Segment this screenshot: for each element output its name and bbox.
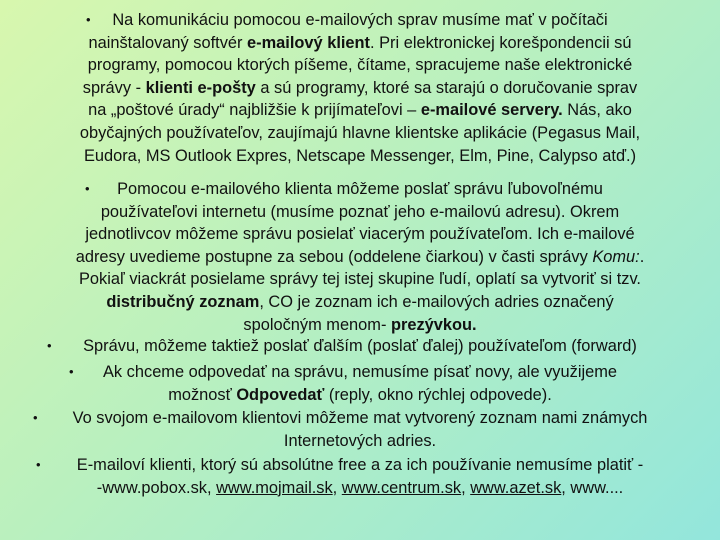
text-run: Vo svojom e-mailovom klientovi môžeme mat vytvorený zoznam nami známych (72, 409, 648, 427)
text-line (0, 335, 720, 358)
text-run: Pokiaľ viackrát posielame správy tej istej skupine ľudí, oplatí sa vytvoriť si tzv. (79, 270, 641, 289)
text-run: Internetových adries. (283, 431, 437, 450)
text-run: , (332, 478, 342, 497)
text-line (0, 268, 720, 291)
text-line (0, 178, 720, 201)
text-run: Ak chceme odpovedať na správu, nemusíme písať novy, ale využijeme (103, 363, 617, 381)
text-run: na „poštové úrady“ najbližšie k prijímateľovi – (88, 101, 421, 120)
text-run: správy - (82, 78, 146, 97)
bullet-dot-6: • (36, 457, 41, 472)
bullet-dot-1: • (86, 12, 91, 27)
text-run: . (639, 247, 645, 266)
bold-term: e-mailový klient (247, 33, 371, 52)
text-run: spoločným menom- (243, 315, 391, 334)
bullet-2 (0, 178, 720, 336)
text-run: adresy uvedieme postupne za sebou (oddelene čiarkou) v časti správy (75, 247, 593, 266)
text-run: Správu, môžeme taktiež poslať ďalším (poslať ďalej) používateľom (forward) (83, 337, 637, 355)
bullet-5 (0, 407, 720, 452)
text-line (0, 314, 720, 337)
text-line (0, 54, 720, 77)
text-run: E-mailoví klienti, ktorý sú absolútne free a za ich používanie nemusíme platiť - (76, 456, 644, 474)
text-run: Pomocou e-mailového klienta môžeme poslať správu ľubovoľnému (117, 180, 603, 198)
text-line (0, 407, 720, 430)
text-run: Eudora, MS Outlook Expres, Netscape Messenger, Elm, Pine, Calypso atď.) (83, 146, 637, 165)
link[interactable]: www.centrum.sk (341, 478, 462, 497)
bullet-4 (0, 361, 720, 406)
link[interactable]: www.mojmail.sk (216, 478, 333, 497)
text-run: jednotlivcov môžeme správu posielať viacerým používateľom. Ich e-mailové (85, 225, 635, 244)
text-line (0, 201, 720, 224)
italic-term: Komu: (592, 247, 640, 266)
bullet-dot-4: • (69, 364, 74, 379)
text-line (0, 77, 720, 100)
text-line (0, 246, 720, 269)
bold-term: e-mailové servery. (420, 101, 563, 120)
text-line (0, 477, 720, 500)
bullet-3 (0, 335, 720, 358)
bullet-dot-3: • (47, 338, 52, 353)
text-line (0, 361, 720, 384)
bold-term: distribučný zoznam (106, 292, 260, 311)
bullet-dot-2: • (85, 181, 90, 196)
text-line (0, 32, 720, 55)
text-line (0, 9, 720, 32)
link[interactable]: www.azet.sk (470, 478, 562, 497)
text-line (0, 384, 720, 407)
bold-term: Odpovedať (236, 385, 325, 404)
bold-term: klienti e-pošty (145, 78, 256, 97)
text-run: používateľovi internetu (musíme poznať jeho e-mailovú adresu). Okrem (100, 202, 620, 221)
bullet-1 (0, 9, 720, 167)
text-line (0, 291, 720, 314)
text-run: programy, pomocou ktorých píšeme, čítame, spracujeme naše elektronické (87, 56, 633, 75)
text-run: Nás, ako (562, 101, 632, 120)
text-run: a sú programy, ktoré sa starajú o doručovanie sprav (255, 78, 638, 97)
text-run: -www.pobox.sk, (96, 478, 217, 497)
text-run: Na komunikáciu pomocou e-mailových sprav musíme mať v počítači (112, 11, 608, 29)
text-run: , (461, 478, 471, 497)
text-line (0, 454, 720, 477)
bold-term: prezývkou. (390, 315, 477, 334)
text-run: . Pri elektronickej korešpondencii sú (370, 33, 632, 52)
text-run: možnosť (168, 385, 237, 404)
text-run: obyčajných používateľov, zaujímajú hlavne klientske aplikácie (Pegasus Mail, (79, 123, 641, 142)
text-run: , www.... (561, 478, 624, 497)
text-line (0, 223, 720, 246)
bullet-dot-5: • (33, 410, 38, 425)
text-run: , CO je zoznam ich e-mailových adries označený (259, 292, 614, 311)
text-run: (reply, okno rýchlej odpovede). (324, 385, 552, 404)
text-line (0, 145, 720, 168)
text-line (0, 122, 720, 145)
text-line (0, 430, 720, 453)
text-line (0, 99, 720, 122)
bullet-6 (0, 454, 720, 499)
text-run: nainštalovaný softvér (88, 33, 248, 52)
